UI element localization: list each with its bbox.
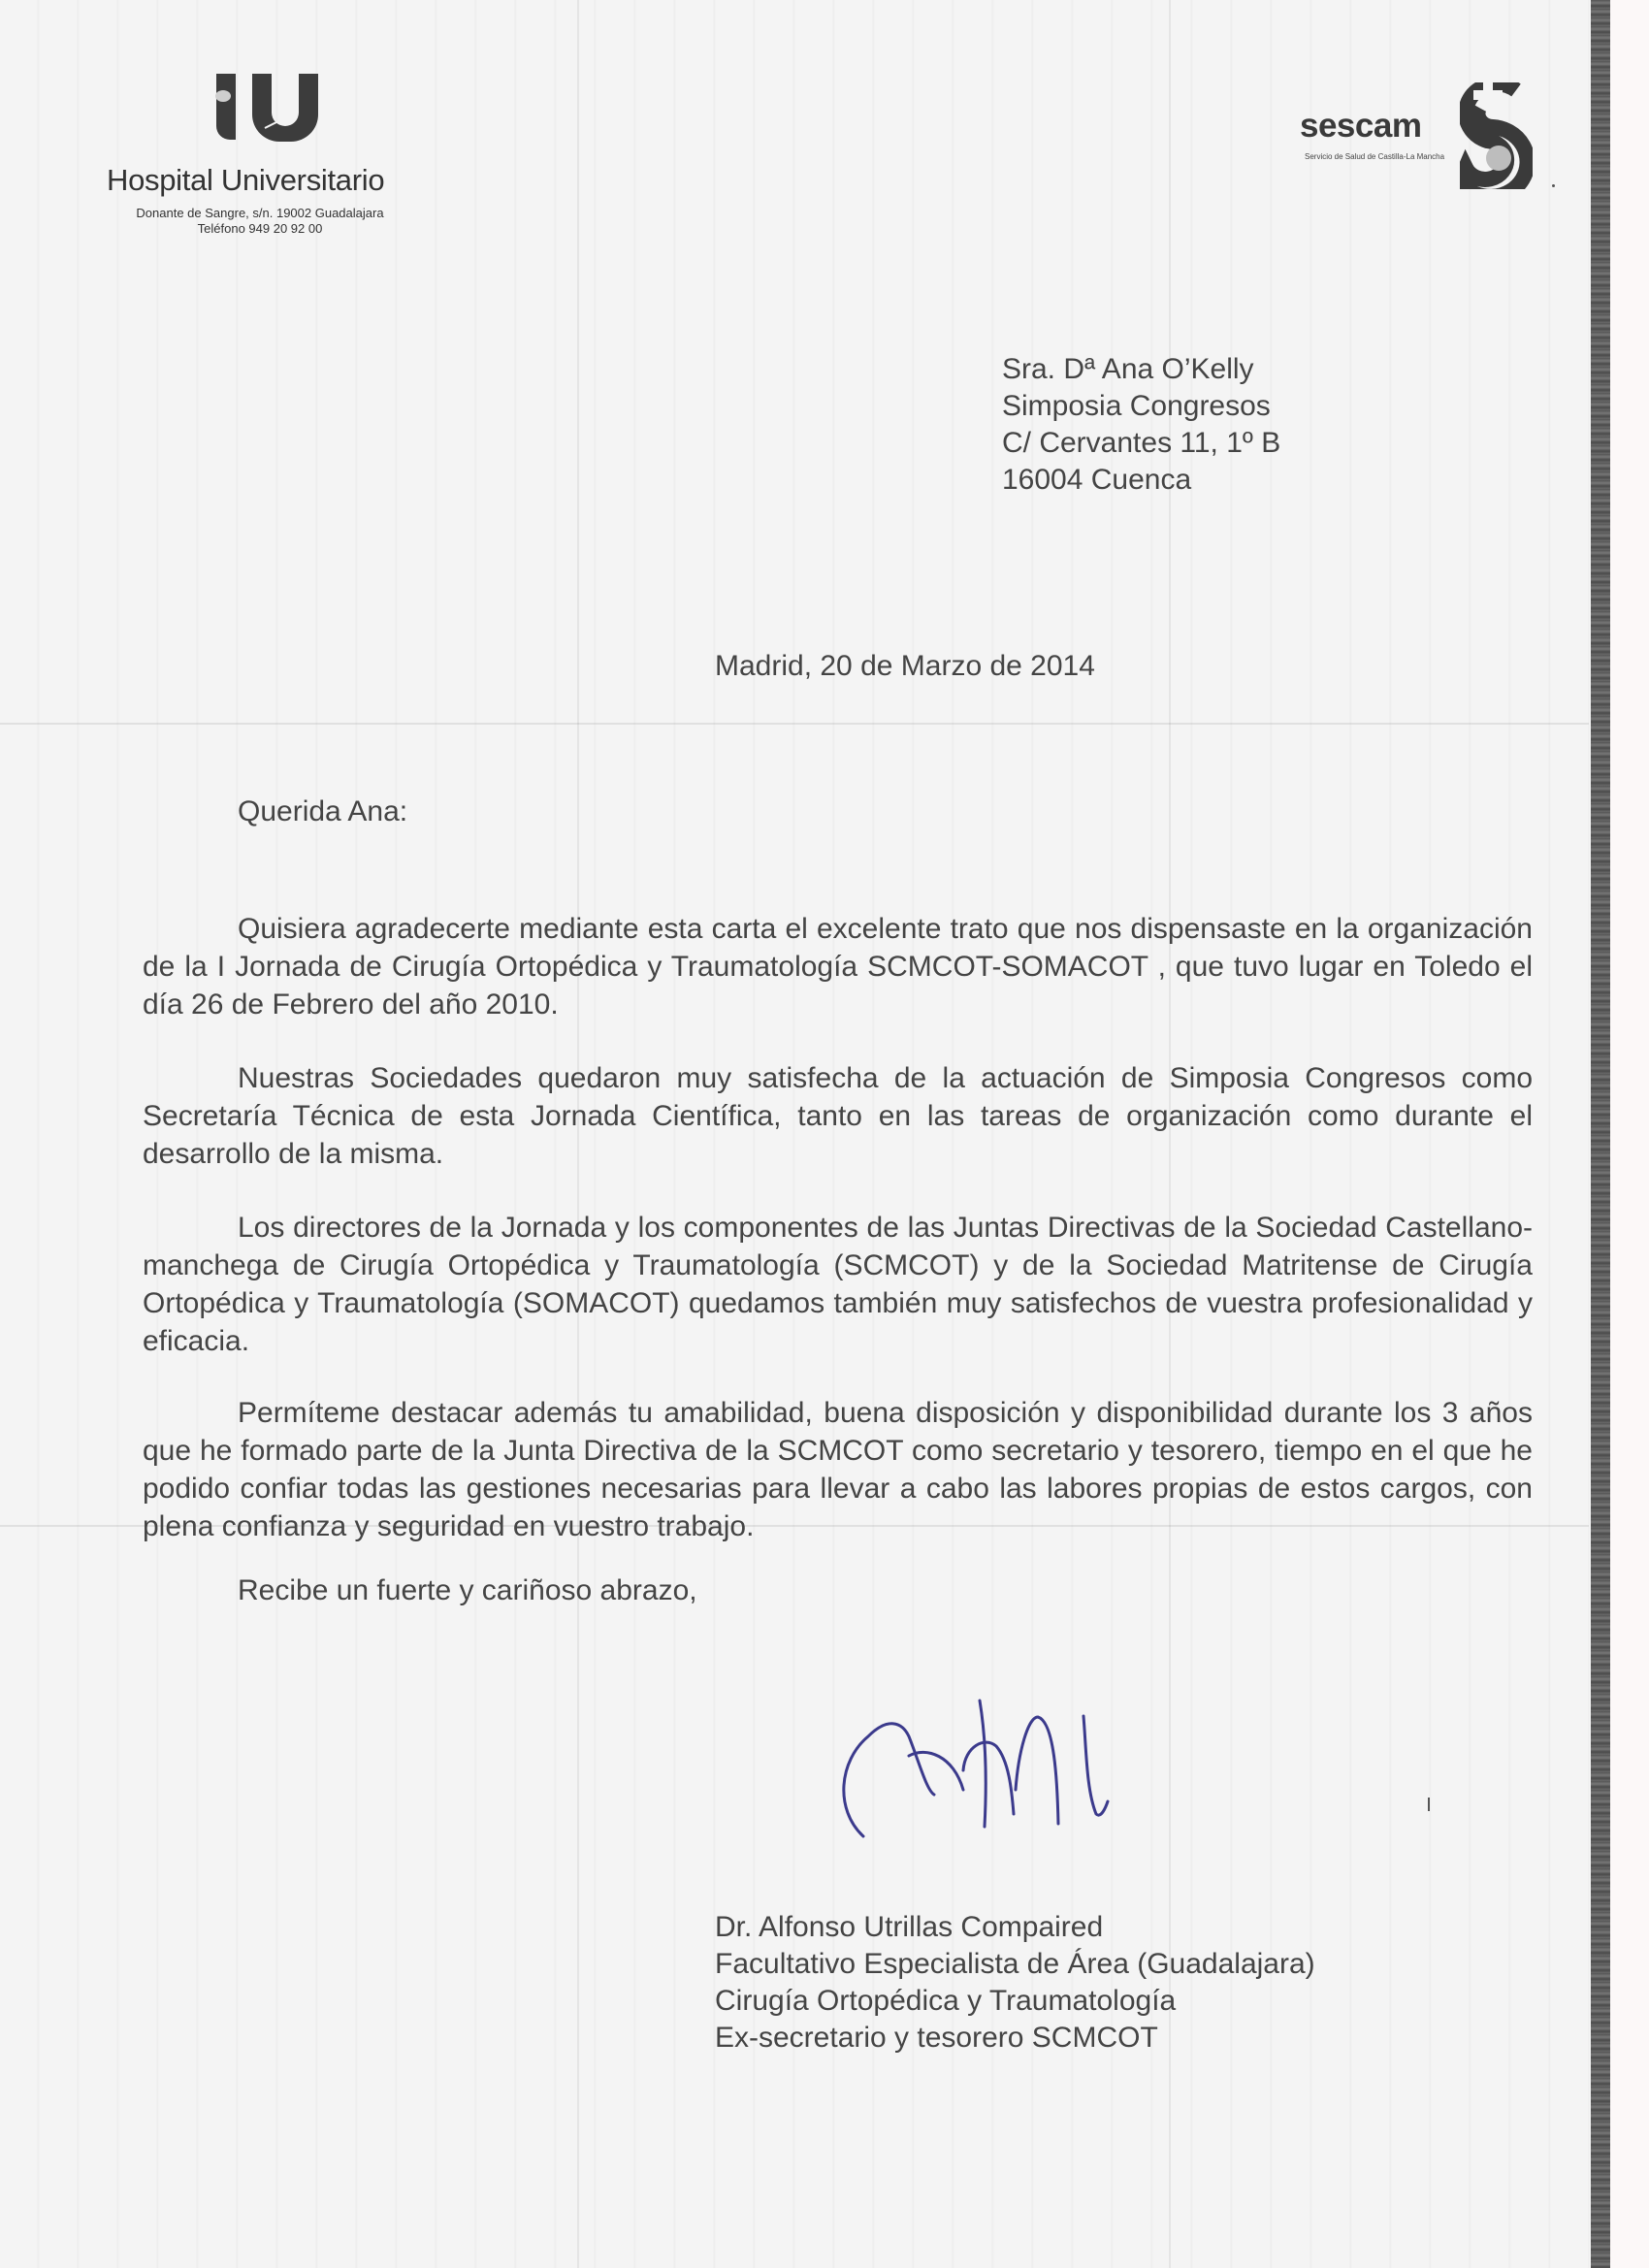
signatory-name: Dr. Alfonso Utrillas Compaired [715, 1911, 1104, 1943]
recipient-city: 16004 Cuenca [1002, 464, 1192, 496]
sescam-name: sescam [1300, 107, 1422, 145]
scan-speck [1428, 1798, 1430, 1811]
paragraph: Los directores de la Jornada y los componentes de las Juntas Directivas de la Sociedad Castellano-manchega de Cirugía Ortopédica y Traumatología (SCMCOT) y de la Sociedad Matritense de Cirugía Ortopédica y Traumatología (SOMACOT) quedamos también muy satisfechos de vuestra profesionalidad y eficacia. [143, 1212, 1533, 1357]
signatory-title: Facultativo Especialista de Área (Guadalajara) [715, 1948, 1315, 1980]
signatory-block [715, 1909, 1315, 2057]
hospital-address-line: Donante de Sangre, s/n. 19002 Guadalajara [136, 206, 384, 220]
recipient-address [1002, 351, 1280, 499]
sescam-subtitle: Servicio de Salud de Castilla-La Mancha [1305, 152, 1445, 161]
paragraph: Quisiera agradecerte mediante esta carta el excelente trato que nos dispensaste en la organización de la I Jornada de Cirugía Ortopédica y Traumatología SCMCOT-SOMACOT , que tuvo lugar en Toledo el día 26 de Febrero del año 2010. [143, 913, 1533, 1021]
scan-margin [1610, 0, 1649, 2268]
scan-speck [1552, 184, 1555, 187]
recipient-company: Simposia Congresos [1002, 390, 1271, 422]
paragraph: Permíteme destacar además tu amabilidad, buena disposición y disponibilidad durante los 3 años que he formado parte de la Junta Directiva de la SCMCOT como secretario y tesorero, tiempo en el que he podido confiar todas las gestiones necesarias para llevar a cabo las labores propias de estos cargos, con plena confianza y seguridad en vuestro trabajo. [143, 1397, 1533, 1542]
sescam-s-cross-icon [1460, 82, 1533, 189]
paragraph: Nuestras Sociedades quedaron muy satisfecha de la actuación de Simposia Congresos como Secretaría Técnica de esta Jornada Científica, tanto en las tareas de organización como durante el desarrollo de la misma. [143, 1062, 1533, 1170]
signatory-specialty: Cirugía Ortopédica y Traumatología [715, 1985, 1177, 2017]
hospital-phone: Teléfono 949 20 92 00 [197, 221, 323, 236]
recipient-street: C/ Cervantes 11, 1º B [1002, 427, 1281, 459]
hospital-name: Hospital Universitario [107, 163, 385, 197]
letter-date: Madrid, 20 de Marzo de 2014 [715, 650, 1095, 682]
fold-line [0, 723, 1589, 725]
hospital-address [105, 206, 415, 237]
scan-edge-shadow [1591, 0, 1610, 2268]
greeting: Querida Ana: [238, 795, 408, 827]
handwritten-signature [829, 1693, 1120, 1848]
signatory-role: Ex-secretario y tesorero SCMCOT [715, 2022, 1158, 2054]
hu-logo-icon [209, 72, 320, 142]
closing: Recibe un fuerte y cariñoso abrazo, [238, 1574, 697, 1606]
recipient-name: Sra. Dª Ana O’Kelly [1002, 353, 1254, 385]
